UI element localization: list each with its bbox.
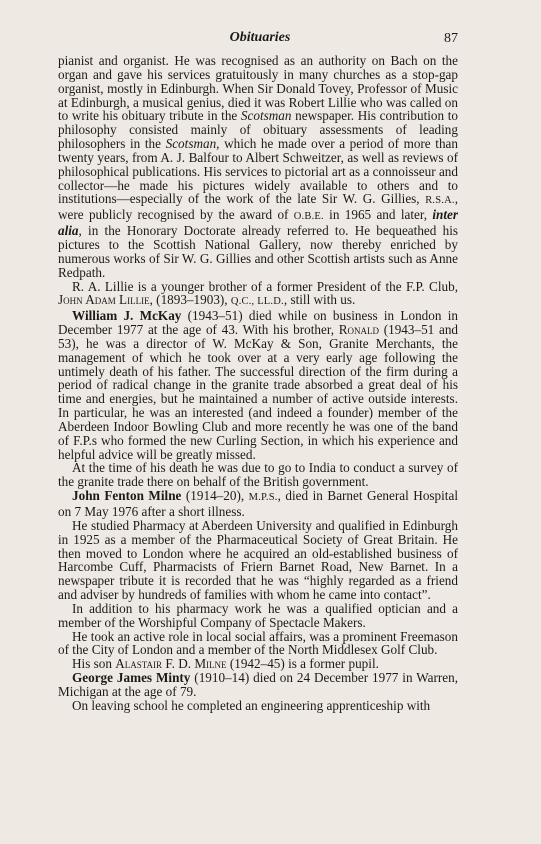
honorific: M.P.S. bbox=[248, 492, 278, 504]
obituary-name: George James Minty bbox=[72, 670, 191, 686]
running-head: Obituaries bbox=[229, 30, 291, 45]
obituary-name: John Fenton Milne bbox=[72, 488, 182, 504]
paragraph-mckay-india: At the time of his death he was due to go to India to conduct a survey of the granite trade there on behalf of the British government. bbox=[58, 460, 458, 490]
honorific: O.B.E. bbox=[293, 211, 324, 223]
obituary-mckay: William J. McKay (1943–51) died while on business in London in December 1977 at the age of 43. With his brother, Ronald (1943–51 and 53), he was a director of W. McKay & Son, Granite Merchants, the management of which he took over at a very early age following the untimely death of his father. The successful direction of the firm during a period of radical change in the granite trade absorbed a great deal of his time and energies, but he maintained a number of active outside interests. In particular, he was an interested (and indeed a founder) member of the Aberdeen Indoor Bowling Club and more recently he was one of the band of F.P.s who formed the new Curling Section, in which his experience and helpful advice will be greatly missed. bbox=[58, 308, 459, 462]
body-text bbox=[58, 54, 458, 713]
obituary-milne: John Fenton Milne (1914–20), M.P.S., died in Barnet General Hospital on 7 May 1976 after a short illness. bbox=[58, 488, 458, 519]
obituary-minty: George James Minty (1910–14) died on 24 December 1977 in Warren, Michigan at the age of 79. bbox=[58, 670, 458, 699]
newspaper-title: Scotsman bbox=[165, 136, 217, 152]
obituary-name: William J. McKay bbox=[72, 308, 182, 324]
page-number: 87 bbox=[444, 31, 458, 46]
person-name: Ronald bbox=[338, 322, 380, 338]
paragraph-milne-optician: In addition to his pharmacy work he was a qualified optician and a member of the Worshipful Company of Spectacle Makers. bbox=[58, 600, 458, 630]
paragraph-minty-apprenticeship: On leaving school he completed an engineering apprenticeship with bbox=[72, 697, 431, 713]
honorific: Q.C., LL.D. bbox=[230, 296, 284, 308]
paragraph-lillie-brother: R. A. Lillie is a younger brother of a former President of the F.P. Club, John Adam Lillie, (1893–1903), Q.C., LL.D., still with us. bbox=[58, 278, 458, 308]
paragraph-milne-son: His son Alastair F. D. Milne (1942–45) is a former pupil. bbox=[72, 656, 379, 672]
latin-phrase: inter alia bbox=[58, 207, 459, 239]
person-name: John Adam Lillie bbox=[58, 292, 150, 308]
person-name: Alastair F. D. Milne bbox=[115, 656, 227, 672]
paragraph-lillie-continued: pianist and organist. He was recognised as an authority on Bach on the organ and gave his services gratuitously in many churches as a stop-gap organist, mostly in Edinburgh. When Sir Donald Tovey, Professor of Music at Edinburgh, a musical genius, died it was Robert Lillie who was called on to write his obituary tribute in the Scotsman newspaper. His contribution to philosophy consisted mainly of obituary assessments of leading philosophers in the Scotsman, which he made over a period of more than twenty years, from A. J. Balfour to Albert Schweitzer, as well as reviews of philosophical publications. His services to pictorial art as a connoisseur and collector—he made his pictures widely available to others and to institutions—especially of the work of the late Sir W. G. Gillies, R.S.A., were publicly recognised by the award of O.B.E. in 1965 and later, inter alia, in the Honorary Doctorate already referred to. He bequeathed his pictures to the Scottish National Gallery, now thereby enriched by numerous works of Sir W. G. Gillies and other Scottish artists such as Anne Redpath. bbox=[58, 53, 459, 280]
paragraph-milne-pharmacy: He studied Pharmacy at Aberdeen University and qualified in Edinburgh in 1925 as a member of the Pharmaceutical Society of Great Britain. He then moved to London where he acquired an old-established business of Harcombe Cuff, Pharmacists of Friern Barnet Road, New Barnet. In a newspaper tribute it is recorded that he was “highly regarded as a friend and adviser by hundreds of families with whom he came into contact”. bbox=[58, 517, 458, 603]
paragraph-milne-social: He took an active role in local social affairs, was a prominent Freemason of the City of London and a member of the North Middlesex Golf Club. bbox=[58, 628, 458, 658]
honorific: R.S.A. bbox=[425, 195, 455, 207]
newspaper-title: Scotsman bbox=[240, 108, 292, 124]
